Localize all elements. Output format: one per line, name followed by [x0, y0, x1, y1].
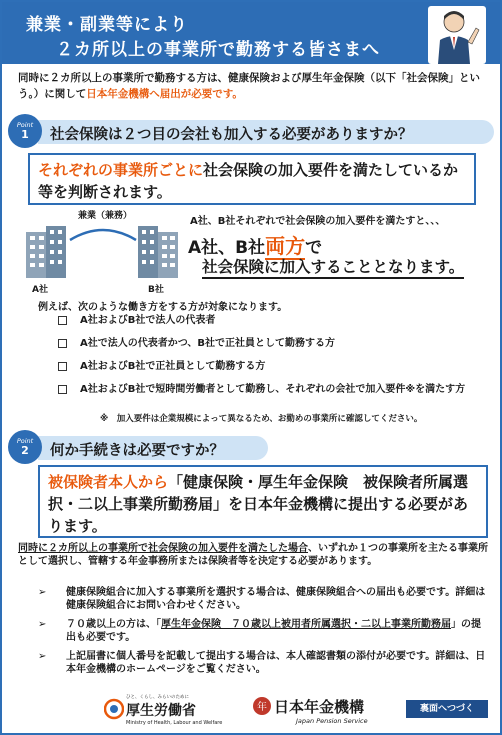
building-diagram-icon [18, 218, 188, 280]
point1-title: 社会保険は２つ目の会社も加入する必要がありますか？ [50, 127, 413, 143]
diagram-top-label: 兼業（兼務） [78, 211, 133, 221]
mhlw-name: 厚生労働省 [126, 703, 196, 719]
arrow-bullet-icon: ➢ [38, 619, 47, 630]
point2-badge-word: Point [16, 437, 34, 445]
diagram-company-b: B社 [148, 285, 164, 295]
checklist-text: A社およびB社で短時間労働者として勤務し、それぞれの会社で加入要件※を満たす方 [80, 384, 466, 395]
mhlw-english: Ministry of Health, Labour and Welfare [126, 720, 223, 726]
point1-answer-highlight: それぞれの事業所ごとに [38, 161, 204, 179]
point2-answer-text: 「健康保険・厚生年金保険 被保険者所属選択・二以上事業所勤務届」を日本年金機構に提出する必要があります。 [48, 473, 469, 535]
lead-underlined: 同時に２カ所以上の事業所で社会保険の加入要件を満たした場合 [18, 543, 308, 554]
point1-badge-number: 1 [21, 128, 29, 141]
point1-badge-word: Point [16, 121, 34, 129]
procedure-notes [38, 586, 488, 682]
example-intro: 例えば、次のような働き方をする方が対象になります。 [38, 302, 288, 313]
intro-highlight: 日本年金機構へ届出が必要です。 [86, 88, 243, 100]
both-companies-line2: 社会保険に加入することとなります。 [202, 255, 464, 279]
requirement-note: ※ 加入要件は企業規模によって異なるため、お勤めの事業所に確認してください。 [100, 414, 423, 424]
point2-answer-box [38, 465, 488, 538]
point2-title: 何か手続きは必要ですか？ [50, 443, 224, 459]
svg-text:年: 年 [257, 702, 267, 713]
list-item [38, 650, 488, 676]
header-title-line1: 兼業・副業等により [26, 15, 188, 35]
header-title-line2: ２カ所以上の事業所で勤務する皆さまへ [56, 40, 380, 60]
businessman-illustration-icon [428, 6, 486, 64]
checkbox-icon [58, 339, 67, 348]
list-item [58, 314, 488, 328]
diagram-company-a: A社 [32, 285, 48, 295]
lead-rest: 、いずれか１つの事業所を主たる事業所として選択し、管轄する年金事務所または保険者等を決定する必要があります。 [18, 543, 488, 567]
both-line1-b: で [305, 238, 323, 258]
list-item [38, 586, 488, 612]
checkbox-icon [58, 385, 67, 394]
intro-text [18, 70, 488, 102]
jps-english: Japan Pension Service [296, 717, 368, 725]
intro-body: 同時に２カ所以上の事業所で勤務する方は、健康保険および厚生年金保険（以下「社会保険」という。）に関して [18, 72, 480, 100]
list-item [58, 337, 488, 351]
mhlw-logo [126, 694, 222, 726]
both-line1-emphasis: 両方 [265, 234, 306, 258]
header-banner [2, 2, 500, 64]
checklist-text: A社で法人の代表者かつ、B社で正社員として勤務する方 [80, 338, 335, 349]
checklist-text: A社およびB社で法人の代表者 [80, 315, 216, 326]
footer [2, 690, 500, 733]
list-item [38, 618, 488, 644]
point1-badge [8, 114, 42, 148]
bullet-text: ７０歳以上の方は、「 [66, 619, 161, 630]
point2-answer-highlight: 被保険者本人から [48, 473, 169, 491]
company-diagram [18, 204, 188, 294]
jps-name: 日本年金機構 [274, 698, 365, 716]
point2-lead-text [18, 542, 488, 568]
point2-badge [8, 430, 42, 464]
arrow-bullet-icon: ➢ [38, 587, 47, 598]
checklist-text: A社およびB社で正社員として勤務する方 [80, 361, 266, 372]
point1-bar [8, 118, 494, 144]
checkbox-icon [58, 316, 67, 325]
jps-logo-icon [252, 696, 272, 716]
list-item [58, 383, 488, 397]
bullet-text-end: 」の提出も必要です。 [66, 619, 481, 643]
checkbox-icon [58, 362, 67, 371]
bullet-underlined: 厚生年金保険 ７０歳以上被用者所属選択・二以上事業所勤務届 [161, 619, 451, 630]
point2-badge-number: 2 [21, 444, 29, 457]
point2-bar [8, 434, 494, 460]
bullet-text: 健康保険組合に加入する事業所を選択する場合は、健康保険組合への届出も必要です。詳細は健康保険組合にお問い合わせください。 [66, 587, 486, 611]
point1-answer-text: 社会保険の加入要件を満たしているか等を判断されます。 [38, 161, 459, 201]
list-item [58, 360, 488, 374]
mhlw-tagline: ひと、くらし、みらいのために [126, 695, 189, 700]
mhlw-logo-icon [104, 698, 124, 720]
next-page-button[interactable]: 裏面へつづく [406, 700, 488, 718]
target-checklist [58, 314, 488, 406]
bullet-text: 上記届書に個人番号を記載して提出する場合は、本人確認書類の添付が必要です。詳細は、日本年金機構のホームページをご覧ください。 [66, 651, 486, 675]
jps-logo [274, 696, 368, 725]
arrow-bullet-icon: ➢ [38, 651, 47, 662]
both-companies-intro: A社、B社それぞれで社会保険の加入要件を満たすと、、、 [190, 216, 446, 227]
both-line1-a: A社、B社 [188, 238, 266, 258]
point1-answer-box [28, 153, 476, 205]
